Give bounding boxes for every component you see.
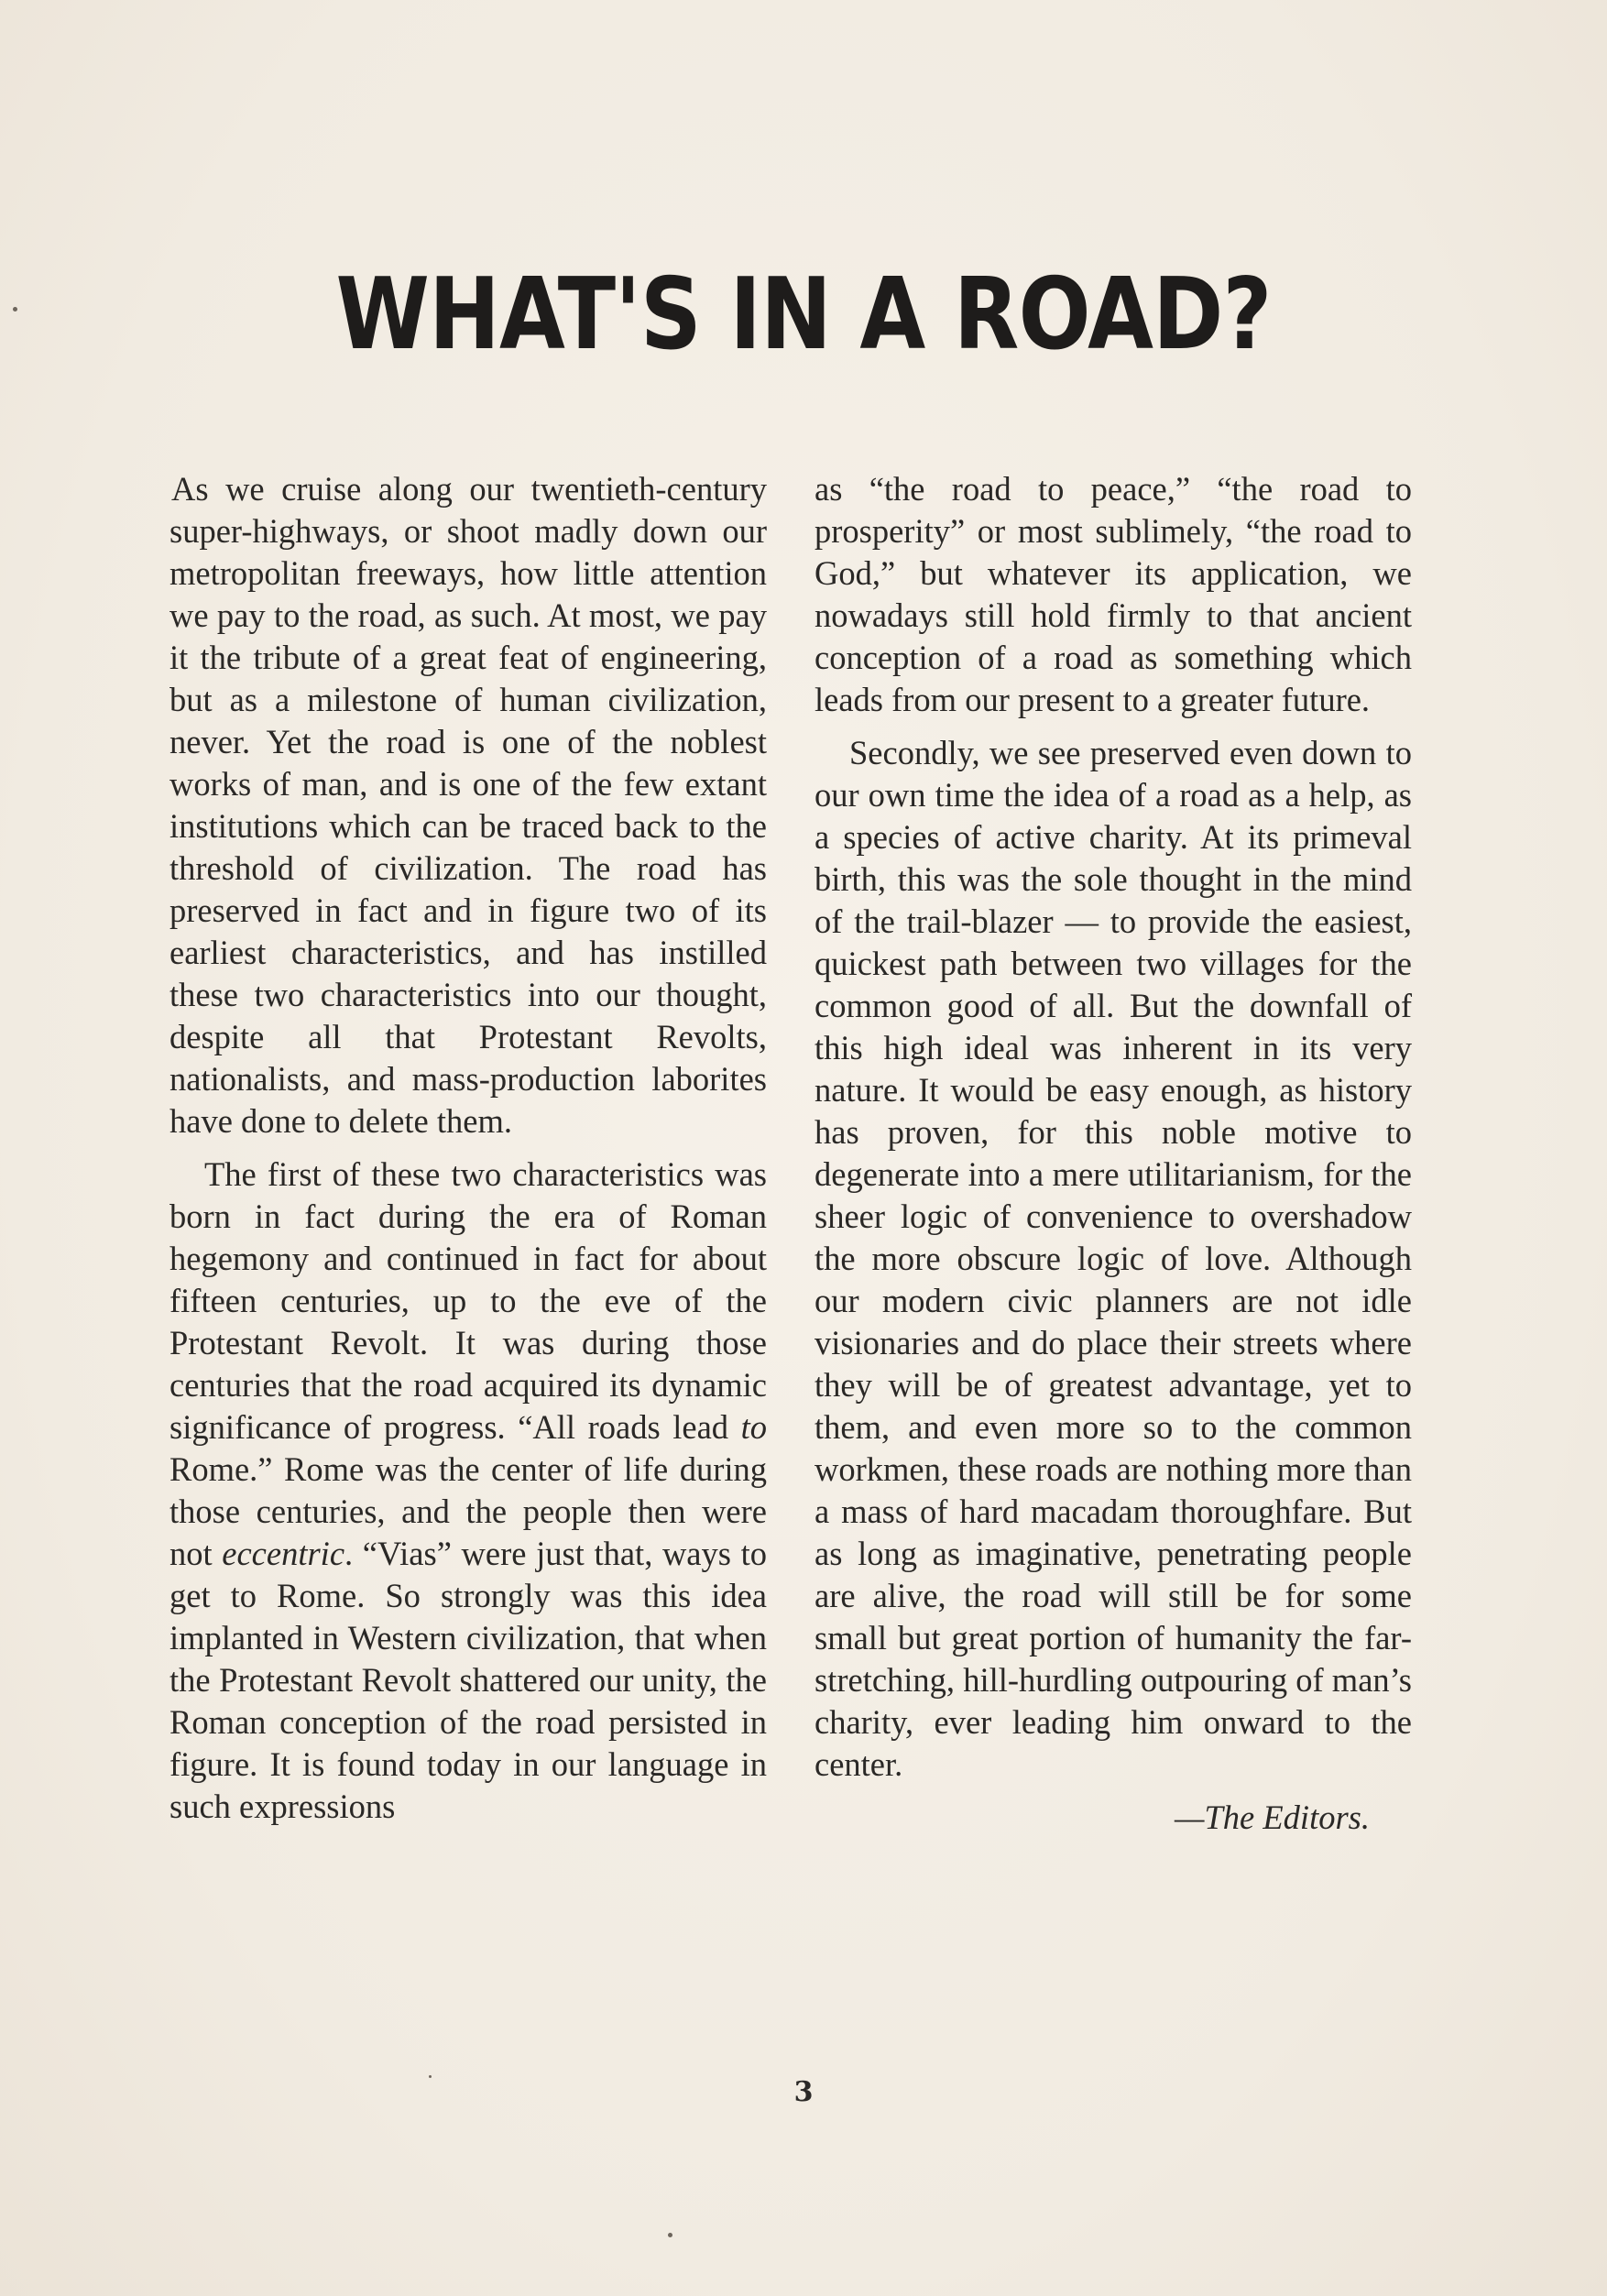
- right-column: [814, 468, 1412, 1839]
- paragraph-first-characteristic-end: . “Vias” were just that, ways to get to Rome. So strongly was this idea implanted in Western civilization, that when the Protestant Revolt shattered our unity, the Roman conception of the road persisted in figure. It is found today in our language in such expressions: [169, 1535, 767, 1825]
- paper-speck: [668, 2233, 672, 2237]
- page-number: 3: [793, 2076, 814, 2108]
- paragraph-first-characteristic-middle: Rome.” Rome was the center of life during those centuries, and the people then were not: [169, 1450, 767, 1572]
- paragraph-continuation: as “the road to peace,” “the road to prosperity” or most sublimely, “the road to God,” but whatever its application, we nowadays still hold firmly to that ancient conception of a road as something which leads from our present to a greater future.: [814, 470, 1412, 718]
- paragraph-intro: As we cruise along our twentieth-century super-highways, or shoot madly down our metropolitan freeways, how little attention we pay to the road, as such. At most, we pay it the tribute of a great feat of engineering, but as a milestone of human civilization, never. Yet the road is one of the noblest works of man, and is one of the few extant institutions which can be traced back to the threshold of civilization. The road has preserved in fact and in figure two of its earliest characteristics, and has instilled these two characteristics into our thought, despite all that Protestant Revolts, nationalists, and mass-production laborites have done to delete them.: [169, 470, 767, 1140]
- paragraph-second-characteristic: Secondly, we see preserved even down to our own time the idea of a road as a help, as a species of active charity. At its primeval birth, this was the sole thought in the mind of the trail-blazer — to provide the easiest, quickest path between two villages for the common good of all. But the downfall of this high ideal was inherent in its very nature. It would be easy enough, as history has proven, for this noble motive to degenerate into a mere utilitarianism, for the sheer logic of convenience to overshadow the more obscure logic of love. Although our modern civic planners are not idle visionaries and do place their streets where they will be of greatest advantage, yet to them, and even more so to the common workmen, these roads are nothing more than a mass of hard macadam thoroughfare. But as long as imaginative, penetrating people are alive, the road will still be for some small but great portion of humanity the far-stretching, hill-hurdling outpouring of man’s charity, ever leading him onward to the center.: [814, 734, 1412, 1783]
- paragraph-first-characteristic: [169, 1153, 767, 1828]
- editors-signature: —The Editors.: [1175, 1799, 1370, 1836]
- left-column: [169, 468, 767, 1839]
- paragraph-first-characteristic-start: The first of these two characteristics was born in fact during the era of Roman hegemony and continued in fact for about fifteen centuries, up to the eve of the Protestant Revolt. It was during those centuries that the road acquired its dynamic significance of progress. “All roads lead: [169, 1155, 767, 1446]
- paper-speck: [429, 2075, 432, 2078]
- page-title: WHAT'S IN A ROAD?: [335, 257, 1272, 372]
- italic-to: to: [740, 1408, 767, 1446]
- paper-speck: [13, 307, 17, 312]
- italic-eccentric: eccentric: [222, 1535, 345, 1572]
